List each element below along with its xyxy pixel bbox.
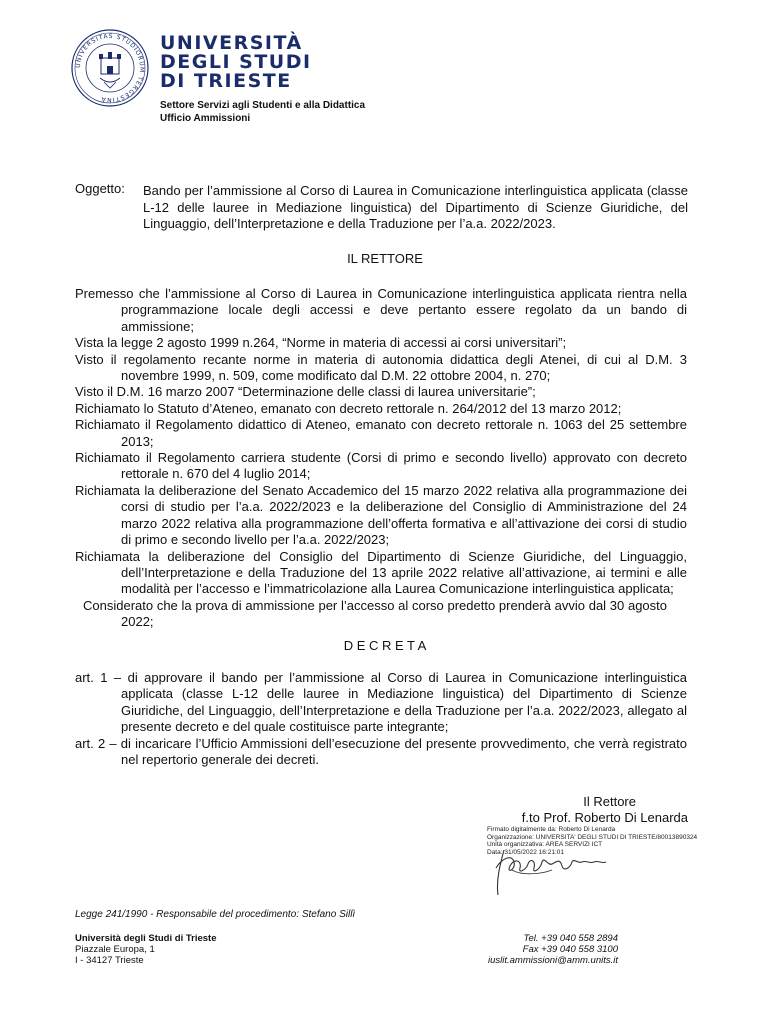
digital-line-2: Organizzazione: UNIVERSITA' DEGLI STUDI DI TRIESTE/80013890324 — [487, 833, 698, 841]
premise-5: Richiamato lo Statuto d’Ateneo, emanato con decreto rettorale n. 264/2012 del 13 marzo 2012; — [75, 400, 622, 416]
footer-street: Piazzale Europa, 1 — [75, 944, 155, 955]
article-2: art. 2 – di incaricare l’Ufficio Ammissioni dell’esecuzione del presente provvedimento, che verrà registrato nel repertorio generale dei decreti. — [75, 735, 687, 768]
digital-line-4: Data: 31/05/2022 16:21:01 — [487, 848, 564, 856]
digital-line-1: Firmato digitalmente da: Roberto Di Lenarda — [487, 826, 616, 833]
university-seal-logo — [70, 28, 150, 108]
rector-heading: IL RETTORE — [347, 251, 423, 266]
subject-text: Bando per l’ammissione al Corso di Laurea in Comunicazione interlinguistica applicata (classe L-12 delle lauree in Mediazione linguistica) del Dipartimento di Scienze Giuridiche, del Linguaggio, dell’Interpretazione e della Traduzione per l’a.a. 2022/2023. — [143, 183, 688, 231]
university-line-1: UNIVERSITÀ — [160, 32, 303, 54]
footer-email[interactable]: iuslit.ammissioni@amm.units.it — [487, 955, 618, 966]
premise-4: Visto il D.M. 16 marzo 2007 “Determinazione delle classi di laurea universitarie”; — [75, 384, 536, 400]
signatory-name: f.to Prof. Roberto Di Lenarda — [521, 810, 688, 825]
premise-6: Richiamato il Regolamento didattico di Ateneo, emanato con decreto rettorale n. 1063 del 25 settembre 2013; — [75, 417, 687, 449]
footer-contacts — [470, 933, 618, 966]
office-line-2: Ufficio Ammissioni — [160, 113, 251, 124]
university-name — [160, 34, 312, 91]
premise-3: Visto il regolamento recante norme in materia di autonomia didattica degli Atenei, di cui al D.M. 3 novembre 1999, n. 509, come modificato dal D.M. 22 ottobre 2004, n. 270; — [75, 351, 687, 384]
university-line-2: DEGLI STUDI — [160, 51, 312, 73]
premise-2: Vista la legge 2 agosto 1999 n.264, “Norme in materia di accessi ai corsi universitari”; — [75, 335, 567, 351]
footer-address — [75, 933, 216, 966]
premise-9: Richiamata la deliberazione del Consiglio del Dipartimento di Scienze Giuridiche, del Linguaggio, dell’Interpretazione e della Traduzione del 13 aprile 2022 relative all’attivazione, ai termini e alle modalità per l’accesso e l’immatricolazione alla Laurea Comunicazione interlinguistica applicata; — [75, 548, 687, 597]
footer-university: Università degli Studi di Trieste — [75, 933, 217, 944]
premise-7: Richiamato il Regolamento carriera studente (Corsi di primo e secondo livello) approvato con decreto rettorale n. 670 del 4 luglio 2014; — [75, 450, 687, 482]
decree-heading: D E C R E T A — [343, 638, 427, 653]
office-block — [160, 99, 365, 125]
articles-block — [75, 670, 687, 768]
law-note: Legge 241/1990 - Responsabile del procedimento: Stefano Sillì — [75, 909, 356, 920]
handwritten-signature — [482, 840, 612, 900]
premises-block — [75, 286, 687, 631]
subject-label: Oggetto: — [75, 181, 125, 196]
premise-8: Richiamata la deliberazione del Senato Accademico del 15 marzo 2022 relativa alla programmazione dei corsi di studio per l’a.a. 2022/2023 e la deliberazione del Consiglio di Amministrazione del 24 marzo 2022 relativa alla programmazione dell’offerta formativa e all’attivazione dei corsi di studio di primo e secondo livello per l’a.a. 2022/2023; — [75, 482, 687, 548]
svg-text:UNIVERSITAS STUDIORUM TERGESTI: UNIVERSITAS STUDIORUM TERGESTINA — [74, 32, 146, 104]
signatory-title: Il Rettore — [583, 794, 636, 809]
footer-phone: Tel. +39 040 558 2894 — [523, 933, 618, 944]
article-1: art. 1 – di approvare il bando per l’ammissione al Corso di Laurea in Comunicazione interlinguistica applicata (classe L-12 delle lauree in Mediazione linguistica) del Dipartimento di Scienze Giuridiche, del Linguaggio, dell’Interpretazione e della Traduzione per l’a.a. 2022/2023, allegato al presente decreto e del quale costituisce parte integrante; — [75, 670, 687, 735]
footer-city: I - 34127 Trieste — [75, 955, 144, 966]
office-line-1: Settore Servizi agli Studenti e alla Didattica — [160, 100, 366, 111]
premise-1: Premesso che l’ammissione al Corso di Laurea in Comunicazione interlinguistica applicata rientra nella programmazione locale degli accessi e deve pertanto essere regolato da un bando di ammissione; — [75, 286, 687, 334]
footer-fax: Fax +39 040 558 3100 — [522, 944, 618, 955]
digital-line-3: Unità organizzativa: AREA SERVIZI ICT — [487, 841, 603, 848]
considered-clause: Considerato che la prova di ammissione per l’accesso al corso predetto prenderà avvio dal 30 agosto 2022; — [83, 597, 667, 630]
university-line-3: DI TRIESTE — [160, 70, 292, 92]
